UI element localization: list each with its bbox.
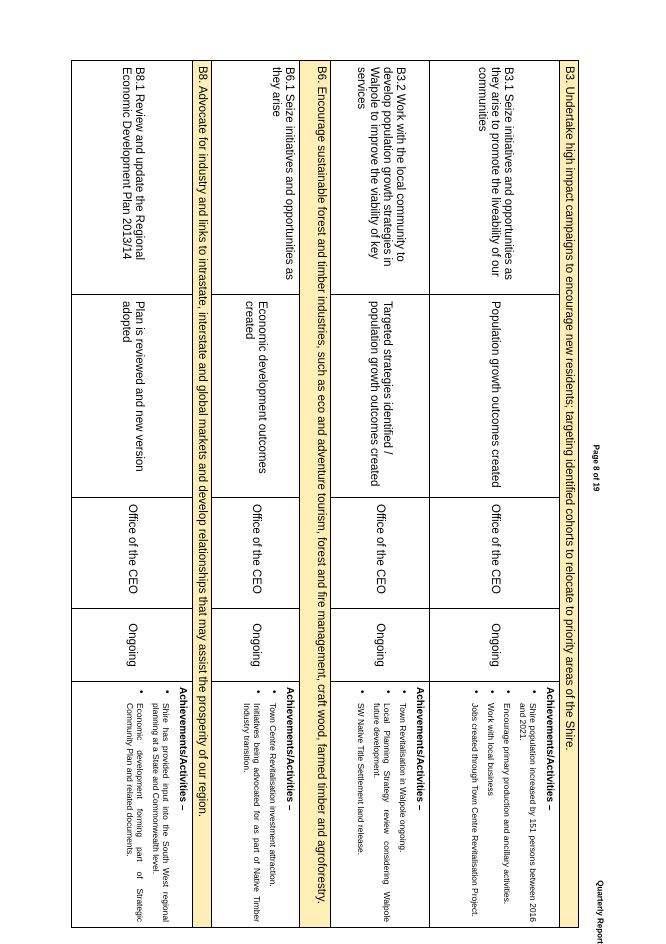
- list-item: • Shire population increased by 151 persons between 2016 and 2021.: [518, 687, 538, 922]
- page-number: Page 8 of 19: [591, 444, 601, 492]
- list-item: • SW Native Title Settlement land release.: [356, 687, 366, 922]
- table-row-b8-1: [72, 61, 192, 927]
- list-item: • Town Centre Revitalisation investment attraction.: [268, 687, 278, 922]
- outcome-cell: Plan is reviewed and new version adopted: [72, 295, 192, 498]
- list-item: • Work with local business: [486, 687, 496, 922]
- action-cell: B3.1 Seize initiatives and opportunities as they arise to promote the liveability of our communities: [430, 61, 559, 295]
- action-cell: B6.1 Seize initiatives and opportunities as they arise: [212, 61, 299, 295]
- achievements-cell: [72, 682, 192, 927]
- responsibility-cell: Office of the CEO: [212, 498, 299, 609]
- timeframe-cell: Ongoing: [430, 609, 559, 682]
- achievements-title: Achievements/Activities –: [177, 687, 188, 811]
- list-item: • Town Revitalisation in Walpole ongoing.: [398, 687, 408, 922]
- achievements-title: Achievements/Activities –: [544, 687, 555, 811]
- table-row-b3-1: [429, 61, 559, 927]
- plan-table: [71, 60, 579, 928]
- outcome-cell: Population growth outcomes created: [430, 295, 559, 498]
- section-heading-b6: B6. Encourage sustainable forest and timber industries, such as eco and adventure tourism, forest and fire management, craft wood, farmed timber and agroforestry.: [299, 61, 330, 927]
- responsibility-cell: Office of the CEO: [72, 498, 192, 609]
- achievements-cell: [430, 682, 559, 927]
- section-heading-b3: B3. Undertake high impact campaigns to encourage new residents; targeting identified cohorts to relocate to priority areas of the Shire.: [559, 61, 578, 927]
- table-row-b6-1: [211, 61, 299, 927]
- outcome-cell: Economic development outcomes created: [212, 295, 299, 498]
- timeframe-cell: Ongoing: [212, 609, 299, 682]
- table-row-b3-2: [330, 61, 429, 927]
- list-item: • Encourage primary production and ancillary activities.: [502, 687, 512, 922]
- responsibility-cell: Office of the CEO: [331, 498, 429, 609]
- list-item: • Jobs created through Town Centre Revitalisation Project.: [470, 687, 480, 922]
- achievements-cell: [331, 682, 429, 927]
- timeframe-cell: Ongoing: [72, 609, 192, 682]
- achievements-title: Achievements/Activities –: [284, 687, 295, 811]
- responsibility-cell: Office of the CEO: [430, 498, 559, 609]
- section-heading-b8: B8. Advocate for industry and links to intrastate, interstate and global markets and develop relationships that may assist the prosperity of our region.: [192, 61, 211, 927]
- timeframe-cell: Ongoing: [331, 609, 429, 682]
- achievements-title: Achievements/Activities –: [414, 687, 425, 811]
- achievements-cell: [212, 682, 299, 927]
- rotated-page: [71, 60, 579, 928]
- list-item: • Initiatives being advocated for as part of Native Timber Industry transition.: [242, 687, 262, 922]
- list-item: • Economic development forming part of Strategic Community Plan and related documents.: [125, 687, 145, 922]
- action-cell: B3.2 Work with the local community to develop population growth strategies in Walpole to improve the viability of key services: [331, 61, 429, 295]
- report-label: Quarterly Report: [595, 880, 605, 944]
- list-item: • Shire has provided input into the South West regional planning at a State and Commonwealth level.: [151, 687, 171, 922]
- list-item: • Local Planning Strategy review considering Walpole future development.: [372, 687, 392, 922]
- outcome-cell: Targeted strategies identified / population growth outcomes created: [331, 295, 429, 498]
- action-cell: B8.1 Review and update the Regional Economic Development Plan 2013/14: [72, 61, 192, 295]
